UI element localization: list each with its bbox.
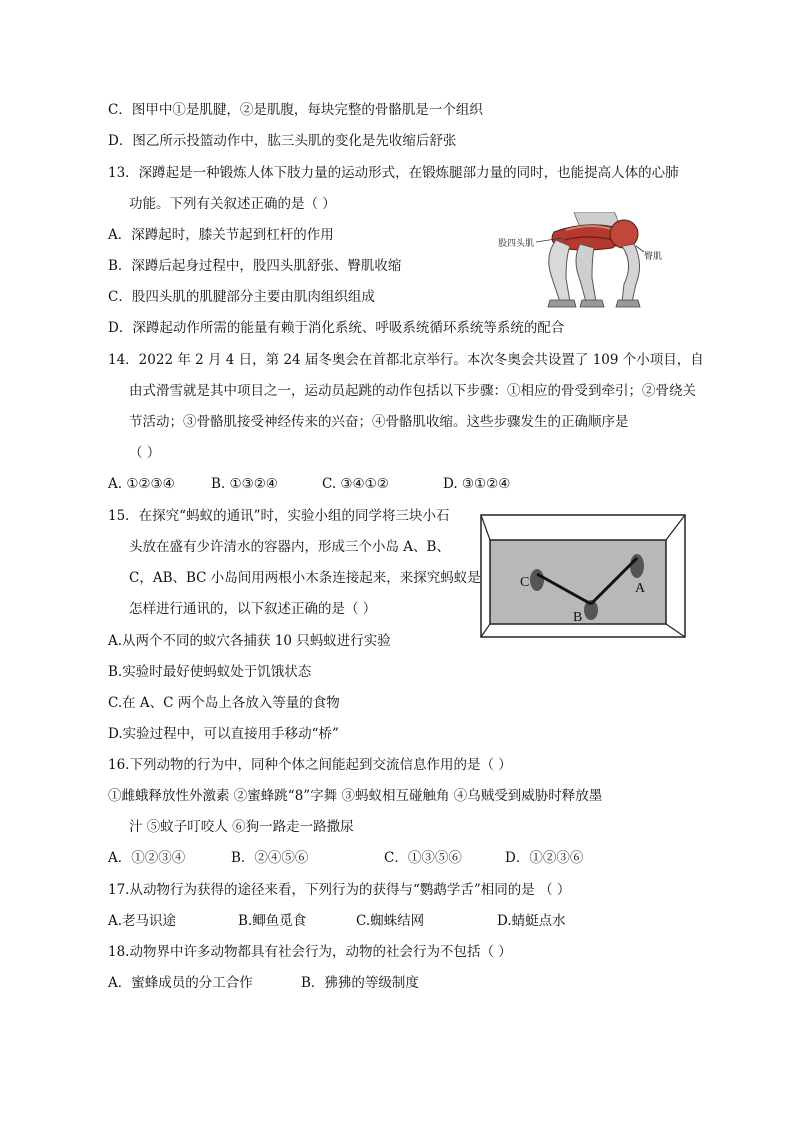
q15-stem-line2: 头放在盛有少许清水的容器内，形成三个小岛 A、B、 xyxy=(129,539,450,555)
q13-stem-line1: 13．深蹲起是一种锻炼人体下肢力量的运动形式，在锻炼腿部力量的同时，也能提高人体的心肺 xyxy=(108,165,679,181)
q15-option-d: D.实验过程中，可以直接用手移动“桥” xyxy=(108,726,339,742)
q14-option-b: B. ①③②④ xyxy=(211,476,278,492)
q16-option-b: B．②④⑤⑥ xyxy=(231,850,309,866)
q15-stem-line3: C，AB、BC 小岛间用两根小木条连接起来，来探究蚂蚁是 xyxy=(129,570,481,586)
island-a xyxy=(630,554,644,578)
q14-option-c: C. ③④①② xyxy=(322,476,389,492)
q13-stem-line2: 功能。下列有关叙述正确的是（ ） xyxy=(129,196,336,212)
label-a: A xyxy=(635,581,646,596)
q15-stem-line4: 怎样进行通讯的，以下叙述正确的是（ ） xyxy=(129,601,377,617)
ant-container-diagram xyxy=(480,514,686,638)
q16-items-line1: ①雌蛾释放性外激素 ②蜜蜂跳“8”字舞 ③蚂蚁相互碰触角 ④乌贼受到威胁时释放墨 xyxy=(108,788,603,804)
q16-option-a: A．①②③④ xyxy=(108,850,186,866)
q13-option-c: C．股四头肌的肌腱部分主要由肌肉组织组成 xyxy=(108,289,375,305)
q16-option-d: D．①②③⑥ xyxy=(505,850,584,866)
q13-option-d: D．深蹲起动作所需的能量有赖于消化系统、呼吸系统循环系统等系统的配合 xyxy=(108,320,565,336)
q18-option-b: B．狒狒的等级制度 xyxy=(301,975,419,991)
q15-option-b: B.实验时最好使蚂蚁处于饥饿状态 xyxy=(108,664,312,680)
glute-label: 臀肌 xyxy=(644,252,663,262)
q13-option-a: A．深蹲起时，膝关节起到杠杆的作用 xyxy=(108,227,334,243)
q14-option-a: A. ①②③④ xyxy=(108,476,175,492)
q15-option-c: C.在 A、C 两个岛上各放入等量的食物 xyxy=(108,695,340,711)
q14-stem-line4: （ ） xyxy=(129,445,161,461)
q12-option-d: D．图乙所示投篮动作中，肱三头肌的变化是先收缩后舒张 xyxy=(108,133,457,149)
island-c xyxy=(530,569,544,591)
label-b: B xyxy=(573,610,583,625)
q15-stem-line1: 15．在探究“蚂蚁的通讯”时，实验小组的同学将三块小石 xyxy=(108,508,450,524)
quadriceps-label: 股四头肌 xyxy=(498,239,535,249)
q14-stem-line2: 由式滑雪就是其中项目之一，运动员起跳的动作包括以下步骤：①相应的骨受到牵引；②骨绕关 xyxy=(129,383,696,399)
q16-items-line2: 汁 ⑤蚊子叮咬人 ⑥狗一路走一路撒尿 xyxy=(129,819,354,835)
q18-stem: 18.动物界中许多动物都具有社会行为，动物的社会行为不包括（ ） xyxy=(108,944,512,960)
q17-option-b: B.鲫鱼觅食 xyxy=(238,913,307,929)
q17-option-a: A.老马识途 xyxy=(108,913,177,929)
q12-option-c: C．图甲中①是肌腱，②是肌腹，每块完整的骨骼肌是一个组织 xyxy=(108,102,483,118)
q15-option-a: A.从两个不同的蚁穴各捕获 10 只蚂蚁进行实验 xyxy=(108,633,391,649)
squat-illustration xyxy=(496,212,692,312)
label-c: C xyxy=(520,575,530,590)
q16-stem: 16.下列动物的行为中，同种个体之间能起到交流信息作用的是（ ） xyxy=(108,757,512,773)
q14-stem-line3: 节活动；③骨骼肌接受神经传来的兴奋；④骨骼肌收缩。这些步骤发生的正确顺序是 xyxy=(129,414,629,430)
q14-stem-line1: 14．2022 年 2 月 4 日，第 24 届冬奥会在首都北京举行。本次冬奥会共设置了 109 个小项目，自 xyxy=(108,352,704,368)
q17-option-c: C.蜘蛛结网 xyxy=(356,913,425,929)
q18-option-a: A．蜜蜂成员的分工合作 xyxy=(108,975,253,991)
q13-option-b: B．深蹲后起身过程中，股四头肌舒张、臀肌收缩 xyxy=(108,258,402,274)
q17-option-d: D.蜻蜓点水 xyxy=(497,913,566,929)
ant-experiment-figure xyxy=(480,514,686,638)
squat-figure xyxy=(496,212,692,312)
q16-option-c: C．①③⑤⑥ xyxy=(384,850,462,866)
q17-stem: 17.从动物行为获得的途径来看，下列行为的获得与“鹦鹉学舌”相同的是 （ ） xyxy=(108,882,571,898)
q14-option-d: D. ③①②④ xyxy=(443,476,511,492)
